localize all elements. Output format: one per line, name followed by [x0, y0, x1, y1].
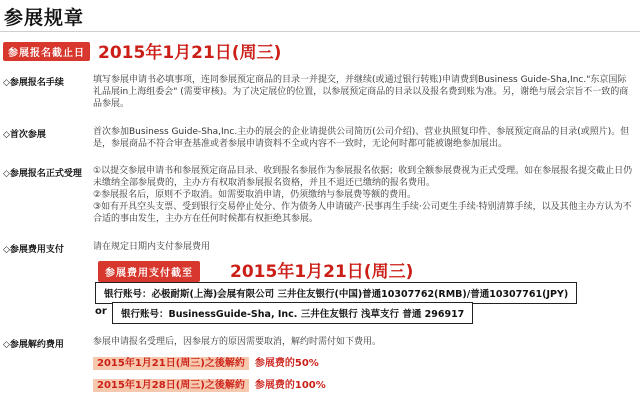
payment-deadline-date: 2015年1月21日(周三) — [230, 262, 414, 282]
section-label-first-time: ◇首次参展 — [3, 130, 46, 140]
section-label-acceptance: ◇参展报名正式受理 — [3, 169, 82, 179]
cancellation-fee: 参展费的50% — [254, 358, 319, 369]
section-text-first-time: 首次参加Business Guide-Sha,Inc.主办的展会的企业请提供公司简历(公司介绍)、营业执照复印件、参展预定商品的目录(或照片)。但是，参展商品不符合审查基准或者参展申请资料不全或内容不一致时，无论何时都可能被谢绝参加展出。 — [93, 127, 630, 149]
acceptance-item: ②参展报名后，原则不予取消。如需要取消申请，仍须缴纳与参展费等额的费用。 — [93, 190, 417, 200]
section-text-registration: 填写参展申请书必填事项，连同参展预定商品的目录一并提交，并继续(或通过银行转账)申请费到Business Guide-Sha,Inc."东京国际礼品展in上海组委会" (需要审核)。为了决定展位的位置，以参展预定商品的目录以及报名费到账为准。另，谢绝与展会宗旨不一致的商品参展。 — [93, 75, 629, 109]
cancellation-row — [93, 376, 326, 391]
or-separator: or — [95, 306, 107, 317]
cancellation-intro: 参展申请报名受理后，因参展方的原因需要取消，解约时需付如下费用。 — [93, 337, 382, 347]
section-label-registration: ◇参展报名手续 — [3, 78, 64, 88]
cancellation-date: 2015年1月28日(周三)之後解約 — [93, 379, 249, 392]
acceptance-item: ③如有开具空头支票、受到银行交易停止处分、作为债务人申请破产·民事再生手续·公司更生手续·特别清算手续，以及其他主办方认为不合适的事由发生，主办方在任何时候都有权拒绝其参展。 — [93, 202, 632, 224]
title-divider — [0, 31, 640, 32]
payment-deadline-badge: 参展费用支付截至 — [98, 261, 200, 282]
deadline-date: 2015年1月21日(周三) — [98, 43, 282, 63]
section-text-acceptance — [93, 165, 635, 225]
section-label-payment: ◇参展费用支付 — [3, 245, 64, 255]
page-title: 参展规章 — [4, 7, 85, 29]
deadline-badge: 参展报名截止日 — [3, 42, 90, 61]
cancellation-date: 2015年1月21日(周三)之後解約 — [93, 357, 249, 370]
acceptance-item: ①以提交参展申请书和参展预定商品目录、收到报名参展作为参展报名依据；收到全额参展费视为正式受理。如在参展报名提交截止日仍未缴纳全部参展费的，主办方有权取消参展报名资格，并且不退还已缴纳的报名费用。 — [93, 166, 633, 188]
payment-intro: 请在规定日期内支付参展费用 — [93, 242, 211, 252]
bank-account-2: 银行账号：BusinessGuide-Sha, Inc. 三井住友银行 浅草支行 普通 296917 — [112, 302, 473, 324]
bank-account-1: 银行账号：必极耐斯(上海)会展有限公司 三井住友银行(中国)普通10307762(RMB)/普通10307761(JPY) — [95, 282, 577, 304]
section-label-cancellation: ◇参展解约费用 — [3, 340, 64, 350]
cancellation-row — [93, 354, 319, 369]
cancellation-fee: 参展费的100% — [254, 380, 326, 391]
